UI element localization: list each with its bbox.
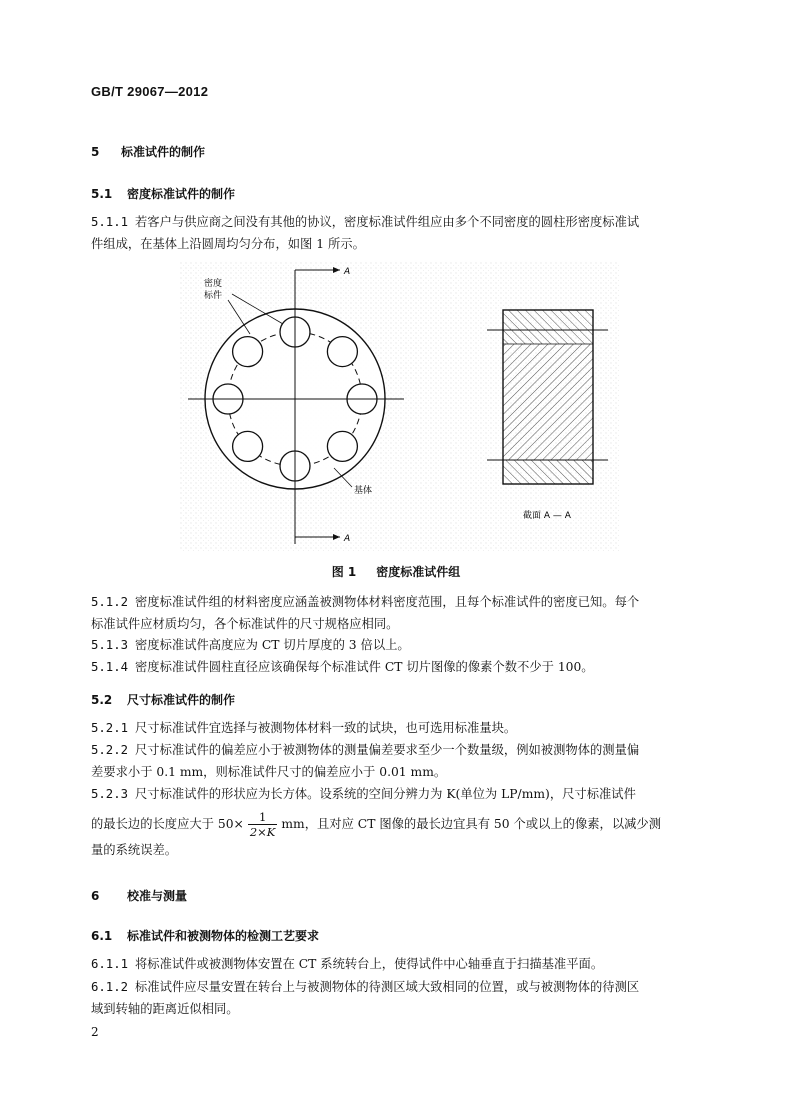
- clause-number: 5.1.3: [91, 638, 129, 652]
- clause-text-line2: 域到转轴的距离近似相同。: [91, 1002, 239, 1016]
- section-number: 5.1: [91, 187, 113, 201]
- specimen-hole: [233, 337, 263, 367]
- clause-number: 5.1.1: [91, 215, 129, 229]
- clause-number: 5.2.3: [91, 787, 129, 801]
- clause-5-1-3: [91, 634, 703, 656]
- clause-number: 6.1.2: [91, 980, 129, 994]
- section-label: 截面 A — A: [523, 511, 571, 521]
- clause-text-line2: 标准试件应材质均匀，各个标准试件的尺寸规格应相同。: [91, 617, 399, 631]
- section-number: 5: [91, 145, 100, 159]
- clause-number: 6.1.1: [91, 957, 129, 971]
- figure-1-caption: [0, 563, 792, 580]
- section-title: 标准试件的制作: [121, 145, 206, 159]
- section-6-heading: [91, 887, 187, 904]
- clause-number: 5.1.2: [91, 595, 129, 609]
- clause-text: 将标准试件或被测物体安置在 CT 系统转台上，使得试件中心轴垂直于扫描基准平面。: [135, 957, 604, 971]
- clause-number: 5.2.1: [91, 721, 129, 735]
- caption-number: 图 1: [331, 565, 357, 579]
- clause-text-line2: 差要求小于 0.1 mm，则标准试件尺寸的偏差应小于 0.01 mm。: [91, 765, 447, 779]
- clause-text-line1: 尺寸标准试件的偏差应小于被测物体的测量偏差要求至少一个数量级，例如被测物体的测量偏: [135, 743, 640, 757]
- clause-5-1-2: [91, 591, 703, 635]
- section-top-hatch: [503, 310, 593, 344]
- clause-5-2-1: [91, 717, 703, 739]
- page-number: 2: [91, 1025, 99, 1039]
- section-5-1-heading: [91, 185, 235, 202]
- clause-text-line3: 量的系统误差。: [91, 843, 178, 857]
- label-a-top: A: [344, 267, 351, 277]
- clause-5-1-4: [91, 656, 703, 678]
- label-specimen: 标件: [204, 291, 223, 301]
- label-base: 基体: [354, 486, 373, 496]
- clause-text-line1: 若客户与供应商之间没有其他的协议，密度标准试件组应由多个不同密度的圆柱形密度标准试: [135, 215, 640, 229]
- section-number: 6: [91, 889, 100, 903]
- clause-text-line1: 尺寸标准试件的形状应为长方体。设系统的空间分辨力为 K(单位为 LP/mm)，尺寸标准试件: [135, 787, 636, 801]
- section-number: 6.1: [91, 929, 113, 943]
- clause-5-2-2: [91, 739, 703, 783]
- clause-number: 5.2.2: [91, 743, 129, 757]
- clause-text-line1: 密度标准试件组的材料密度应涵盖被测物体材料密度范围，且每个标准试件的密度已知。每个: [135, 595, 640, 609]
- clause-5-1-1: [91, 211, 703, 255]
- clause-number: 5.1.4: [91, 660, 129, 674]
- standard-code: GB/T 29067—2012: [91, 84, 209, 99]
- clause-6-1-2: [91, 976, 703, 1020]
- specimen-hole: [233, 431, 263, 461]
- specimen-hole: [327, 337, 357, 367]
- fraction-denominator: 2×K: [249, 825, 276, 839]
- clause-5-2-3: [91, 783, 703, 861]
- label-density: 密度: [204, 279, 223, 289]
- clause-text-line1: 标准试件应尽量安置在转台上与被测物体的待测区域大致相同的位置，或与被测物体的待测区: [135, 980, 640, 994]
- section-6-1-heading: [91, 927, 319, 944]
- section-title: 密度标准试件的制作: [127, 187, 236, 201]
- label-a-bottom: A: [344, 534, 351, 544]
- section-5-heading: [91, 143, 205, 160]
- fraction: [248, 810, 278, 839]
- clause-text: 尺寸标准试件宜选择与被测物体材料一致的试块，也可选用标准量块。: [135, 721, 517, 735]
- clause-text-pre: 的最长边的长度应大于 50×: [91, 817, 244, 831]
- section-mid-hatch: [503, 344, 593, 460]
- section-bottom-hatch: [503, 460, 593, 484]
- section-title: 标准试件和被测物体的检测工艺要求: [127, 929, 320, 943]
- fraction-numerator: 1: [248, 810, 278, 825]
- clause-6-1-1: [91, 953, 703, 975]
- clause-text-line2: 件组成，在基体上沿圆周均匀分布，如图 1 所示。: [91, 237, 365, 251]
- section-title: 尺寸标准试件的制作: [127, 693, 236, 707]
- section-number: 5.2: [91, 693, 113, 707]
- section-title: 校准与测量: [127, 889, 188, 903]
- section-5-2-heading: [91, 691, 235, 708]
- clause-text: 密度标准试件圆柱直径应该确保每个标准试件 CT 切片图像的像素个数不少于 100。: [135, 660, 594, 674]
- clause-text: 密度标准试件高度应为 CT 切片厚度的 3 倍以上。: [135, 638, 410, 652]
- clause-text-post: mm，且对应 CT 图像的最长边宜具有 50 个或以上的像素，以减少测: [281, 817, 662, 831]
- figure-1-density-specimen-set: [180, 262, 620, 552]
- clause-text-line2: [91, 809, 703, 839]
- specimen-hole: [327, 431, 357, 461]
- caption-text: 密度标准试件组: [376, 565, 461, 579]
